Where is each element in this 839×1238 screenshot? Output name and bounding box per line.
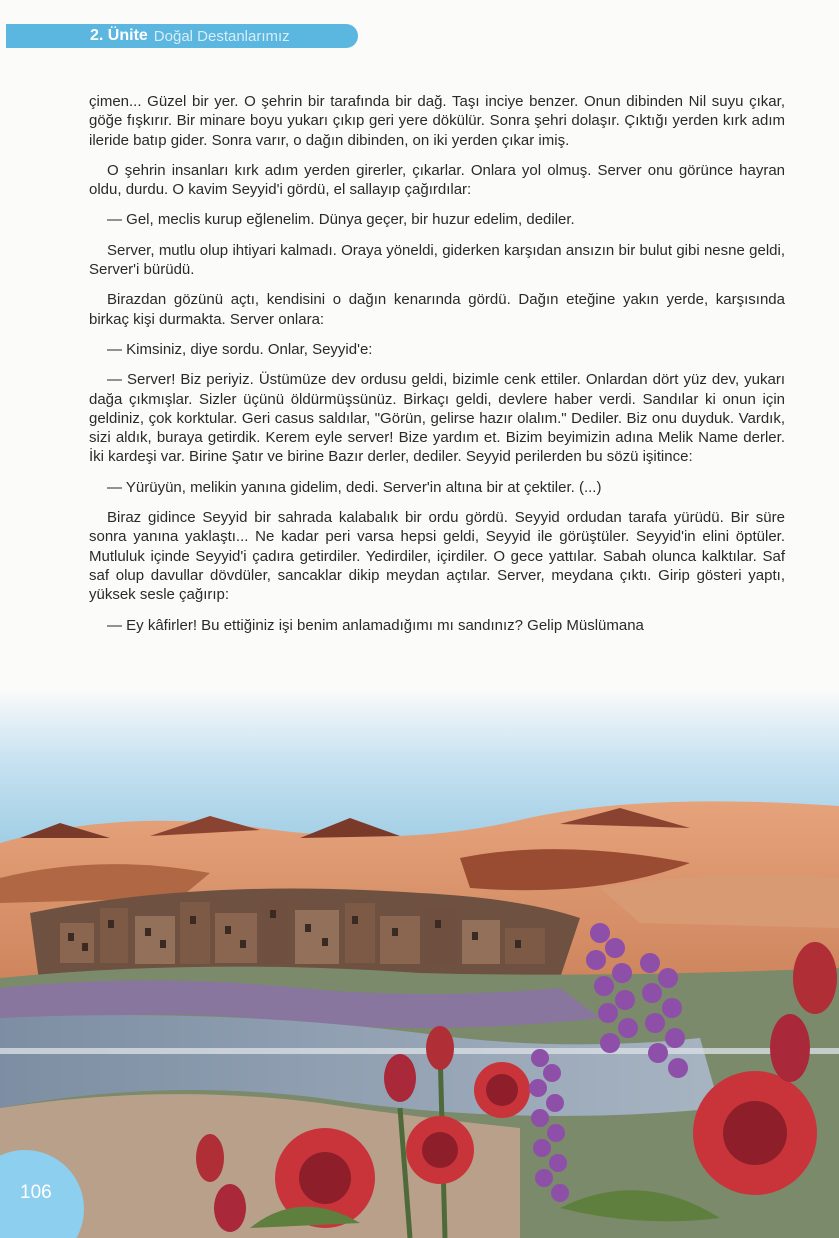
paragraph: çimen... Güzel bir yer. O şehrin bir tarafında bir dağ. Taşı inciye benzer. Onun dibinden Nil suyu çıkar, göğe fışkırır. Bir minare boyu yukarı çıkıp geri yere dökülür. Sonra şehri dolaşır. Çıktığı yerden kırk adım ileride batıp gider. Sonra varır, o dağın dibinden, on iki yerden çıkar imiş. — [89, 93, 785, 149]
story-text — [89, 92, 785, 646]
unit-header-tab — [6, 24, 358, 48]
paragraph: Biraz gidince Seyyid bir sahrada kalabalık bir ordu gördü. Seyyid ordudan tarafa yürüdü. Bir süre sonra yanına yaklaştı... Ne kadar peri varsa hepsi geldi, Seyyid ile görüştüler. Seyyid'in elini öptüler. Mutluluk içinde Seyyid'i çadıra getirdiler. Yedirdiler, içirdiler. O gece yattılar. Sabah olunca kalktılar. Saf saf olup davullar dövdüler, sancaklar dikip meydan açtılar. Server, meydana çıktı. Girip gösteri yaptı, yüksek sesle çağırıp: — [89, 509, 785, 604]
unit-title: Doğal Destanlarımız — [153, 27, 290, 45]
desert-city-illustration — [0, 688, 839, 1238]
paragraph: Birazdan gözünü açtı, kendisini o dağın kenarında gördü. Dağın eteğine yakın yerde, karşısında birkaç kişi durmakta. Server onlara: — [89, 291, 785, 328]
paragraph: — Ey kâfirler! Bu ettiğiniz işi benim anlamadığımı mı sandınız? Gelip Müslümana — [107, 616, 644, 634]
paragraph: — Yürüyün, melikin yanına gidelim, dedi. Server'in altına bir at çektiler. (...) — [107, 478, 602, 496]
page-number: 106 — [20, 1182, 52, 1203]
paragraph: — Server! Biz periyiz. Üstümüze dev ordusu geldi, bizimle cenk ettiler. Onlardan dört yüz dev, yukarı dağa çıkmışlar. Sizler üçünü öldürmüşsünüz. Birkaçı geldi, devlere haber verdi. Sandılar ki onun için geldiniz, çok korktular. Geri casus saldılar, "Görün, gelirse hazır olalım." Dediler. Biz onu duyduk. Vardık, sizi aldık, buraya getirdik. Kerem eyle server! Bize yardım et. Bizim beyimizin adına Melik Name derler. İki kardeşi var. Birine Şatır ve birine Bazır derler, dediler. Seyyid perilerden bu sözü işitince: — [89, 371, 785, 466]
paragraph: — Gel, meclis kurup eğlenelim. Dünya geçer, bir huzur edelim, dediler. — [107, 211, 575, 229]
paragraph: Server, mutlu olup ihtiyari kalmadı. Oraya yöneldi, giderken karşıdan ansızın bir bulut gibi nesne geldi, Server'i bürüdü. — [89, 241, 785, 279]
paragraph: — Kimsiniz, diye sordu. Onlar, Seyyid'e: — [107, 340, 373, 358]
paragraph: O şehrin insanları kırk adım yerden girerler, çıkarlar. Onlara yol olmuş. Server onu görünce hayran oldu, durdu. O kavim Seyyid'i gördü, el sallayıp çağırdılar: — [89, 161, 785, 199]
unit-number: 2. Ünite — [90, 27, 148, 44]
